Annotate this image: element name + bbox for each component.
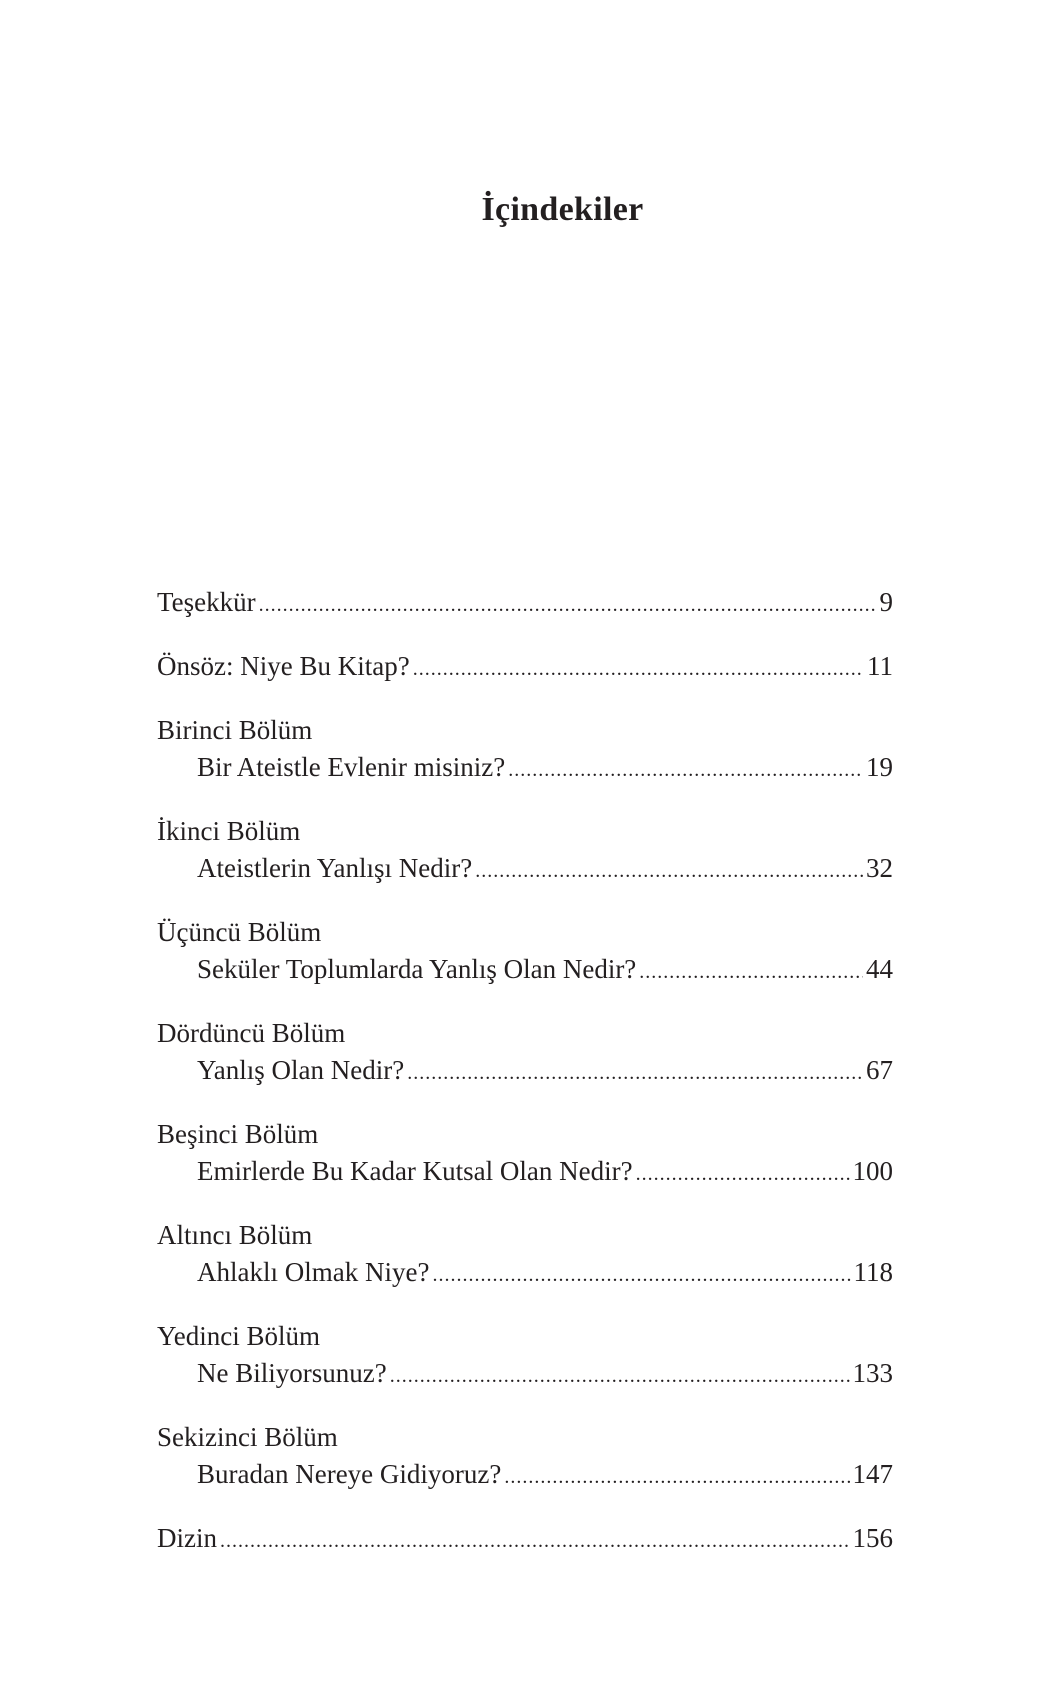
toc-page-number: 67: [866, 1055, 893, 1085]
toc-entry-acknowledgements: [157, 584, 893, 624]
toc-line[interactable]: [157, 1520, 893, 1560]
chapter-label: Birinci Bölüm: [157, 715, 313, 745]
toc-entry-title: Emirlerde Bu Kadar Kutsal Olan Nedir?: [197, 1156, 633, 1186]
toc-entry-chapter-5: [157, 1116, 893, 1193]
toc-line[interactable]: [157, 1456, 893, 1496]
toc-entry-title: Dizin: [157, 1523, 217, 1553]
chapter-label: Yedinci Bölüm: [157, 1321, 321, 1351]
dot-leader: [504, 1456, 849, 1496]
toc-line[interactable]: [157, 951, 893, 991]
toc-page-number: 133: [852, 1358, 893, 1388]
dot-leader: [220, 1520, 850, 1560]
toc-entry-title: Seküler Toplumlarda Yanlış Olan Nedir?: [197, 954, 637, 984]
toc-entry-chapter-6: [157, 1217, 893, 1294]
table-of-contents: [157, 584, 893, 1560]
dot-leader: [475, 850, 863, 890]
dot-leader: [432, 1254, 850, 1294]
toc-entry-title: Yanlış Olan Nedir?: [197, 1055, 405, 1085]
toc-entry-chapter-8: [157, 1419, 893, 1496]
toc-entry-chapter-4: [157, 1015, 893, 1092]
toc-entry-title: Teşekkür: [157, 587, 256, 617]
toc-line[interactable]: [157, 1355, 893, 1395]
toc-page-number: 118: [853, 1257, 893, 1287]
toc-entry-index: [157, 1520, 893, 1560]
chapter-label: Altıncı Bölüm: [157, 1220, 313, 1250]
toc-entry-title: Ahlaklı Olmak Niye?: [197, 1257, 430, 1287]
toc-entry-title: Ne Biliyorsunuz?: [197, 1358, 387, 1388]
page-title: İçindekiler: [481, 190, 644, 228]
toc-entry-title: Önsöz: Niye Bu Kitap?: [157, 651, 410, 681]
toc-page-number: 9: [879, 587, 893, 617]
dot-leader: [259, 584, 877, 624]
toc-entry-title: Ateistlerin Yanlışı Nedir?: [197, 853, 473, 883]
chapter-label: Üçüncü Bölüm: [157, 917, 322, 947]
toc-page-number: 19: [866, 752, 893, 782]
toc-page-number: 11: [867, 651, 893, 681]
chapter-label: Sekizinci Bölüm: [157, 1422, 338, 1452]
toc-page-number: 32: [866, 853, 893, 883]
dot-leader: [636, 1153, 850, 1193]
toc-entry-preface: [157, 648, 893, 688]
chapter-label: İkinci Bölüm: [157, 816, 301, 846]
toc-page-number: 156: [852, 1523, 893, 1553]
toc-line[interactable]: [157, 648, 893, 688]
dot-leader: [639, 951, 863, 991]
toc-entry-title: Buradan Nereye Gidiyoruz?: [197, 1459, 502, 1489]
toc-line[interactable]: [157, 1052, 893, 1092]
dot-leader: [413, 648, 864, 688]
toc-line[interactable]: [157, 1153, 893, 1193]
dot-leader: [390, 1355, 850, 1395]
dot-leader: [407, 1052, 863, 1092]
toc-line[interactable]: [157, 1254, 893, 1294]
toc-line[interactable]: [157, 584, 893, 624]
toc-page-number: 44: [866, 954, 893, 984]
toc-entry-chapter-2: [157, 813, 893, 890]
toc-entry-chapter-3: [157, 914, 893, 991]
dot-leader: [508, 749, 863, 789]
chapter-label: Beşinci Bölüm: [157, 1119, 319, 1149]
toc-entry-chapter-7: [157, 1318, 893, 1395]
toc-page-number: 100: [852, 1156, 893, 1186]
toc-page-number: 147: [852, 1459, 893, 1489]
toc-entry-chapter-1: [157, 712, 893, 789]
toc-line[interactable]: [157, 749, 893, 789]
toc-line[interactable]: [157, 850, 893, 890]
chapter-label: Dördüncü Bölüm: [157, 1018, 346, 1048]
toc-entry-title: Bir Ateistle Evlenir misiniz?: [197, 752, 506, 782]
